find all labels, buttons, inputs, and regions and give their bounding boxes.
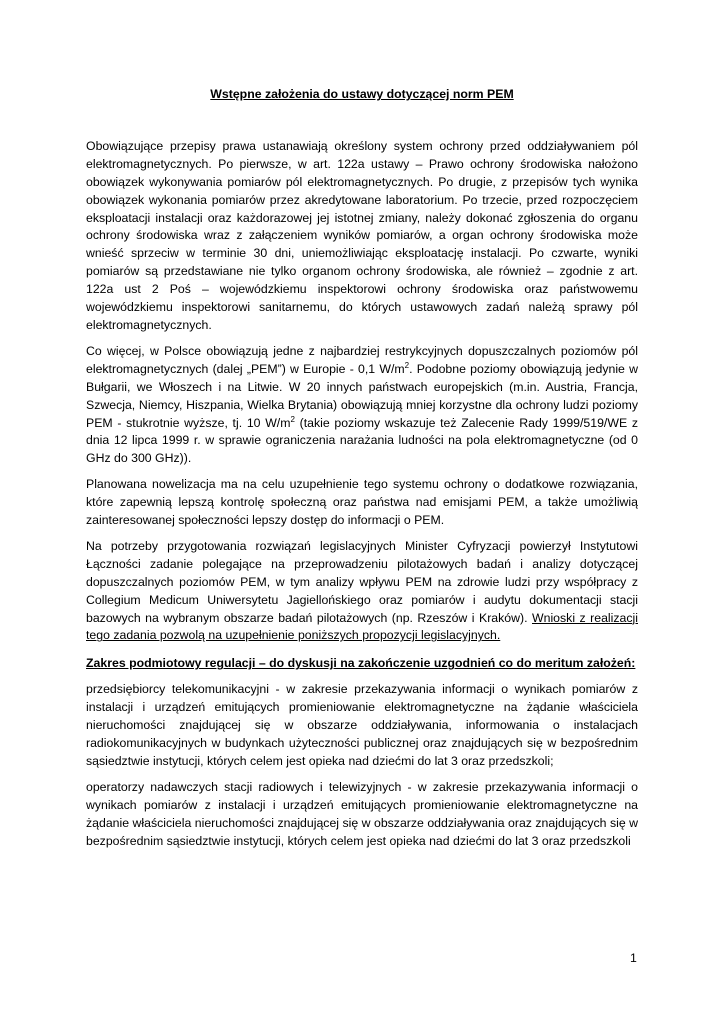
paragraph-research <box>86 538 638 645</box>
paragraph-broadcast-operators: operatorzy nadawczych stacji radiowych i telewizyjnych - w zakresie przekazywania informacji o wynikach pomiarów z instalacji i urządzeń emitujących promieniowanie elektromagnetyczne na żądanie właściciela nieruchomości znajdującej się w obszarze oddziaływania oraz znajdujących się w bezpośrednim sąsiedztwie instytucji, których celem jest opieka nad dziećmi do lat 3 oraz przedszkoli <box>86 779 638 848</box>
document-page <box>86 86 638 858</box>
paragraph-pem-levels <box>86 343 638 468</box>
page-number: 1 <box>630 951 637 965</box>
section-heading-scope: Zakres podmiotowy regulacji – do dyskusji na zakończenie uzgodnień co do meritum założeń: <box>86 656 636 671</box>
superscript-1: 2 <box>404 360 410 370</box>
document-title: Wstępne założenia do ustawy dotyczącej norm PEM <box>210 87 514 101</box>
paragraph-amendment: Planowana nowelizacja ma na celu uzupełnienie tego systemu ochrony o dodatkowe rozwiązania, które zapewnią lepszą kontrolę społeczną oraz państwa nad emisjami PEM, a także umożliwią zainteresowanej społeczności lepszy dostęp do informacji o PEM. <box>86 477 638 528</box>
pem-levels-text-1: Co więcej, w Polsce obowiązują jedne z najbardziej restrykcyjnych dopuszczalnych poziomów pól elektromagnetycznych (dalej „PEM”) w Europie - 0,1 W/m <box>86 343 638 376</box>
research-conclusion-underlined: Wnioski z realizacji tego zadania pozwolą na uzupełnienie poniższych propozycji legislacyjnych. <box>86 610 638 643</box>
superscript-2: 2 <box>290 414 295 424</box>
paragraph-telecom-operators: przedsiębiorcy telekomunikacyjni - w zakresie przekazywania informacji o wynikach pomiarów z instalacji i urządzeń emitujących promieniowanie elektromagnetyczne na żądanie właściciela nieruchomości znajdującej się w obszarze oddziaływania, informowania o instalacjach radiokomunikacyjnych w budynkach użyteczności publicznej oraz znajdujących się w bezpośrednim sąsiedztwie instytucji, których celem jest opieka nad dziećmi do lat 3 oraz przedszkoli; <box>86 682 638 768</box>
research-text: Na potrzeby przygotowania rozwiązań legislacyjnych Minister Cyfryzacji powierzył Instytutowi Łączności zadanie polegające na przeprowadzeniu pilotażowych badań i analizy dotyczącej dopuszczalnych poziomów PEM, w tym analizy wpływu PEM na zdrowie ludzi przy współpracy z Collegium Medicum Uniwersytetu Jagiellońskiego oraz pomiarów i audytu dokumentacji stacji bazowych na wybranym obszarze badań pilotażowych (np. Rzeszów i Kraków). <box>86 538 638 625</box>
paragraph-legal-system: Obowiązujące przepisy prawa ustanawiają określony system ochrony przed oddziaływaniem pól elektromagnetycznych. Po pierwsze, w art. 122a ustawy – Prawo ochrony środowiska nałożono obowiązek wykonywania pomiarów pól elektromagnetycznych. Po drugie, z przepisów tych wynika obowiązek wykonania pomiarów przez akredytowane laboratorium. Po trzecie, przed rozpoczęciem eksploatacji instalacji oraz każdorazowej jej istotnej zmiany, należy dokonać zgłoszenia do organu ochrony środowiska wraz z załączeniem wyników pomiarów, a organ ochrony środowiska może wnieść sprzeciw w terminie 30 dni, uniemożliwiając eksploatację instalacji. Po czwarte, wyniki pomiarów są przedstawiane nie tylko organom ochrony środowiska, ale również – zgodnie z art. 122a ust 2 Poś – wojewódzkiemu inspektorowi ochrony środowiska oraz państwowemu wojewódzkiemu inspektorowi sanitarnemu, do których ustawowych zadań należą sprawy pól elektromagnetycznych. <box>86 138 638 332</box>
pem-levels-text-3: (takie poziomy wskazuje też Zalecenie Rady 1999/519/WE z dnia 12 lipca 1999 r. w sprawie ograniczenia narażania ludności na pola elektromagnetyczne (od 0 GHz do 300 GHz)). <box>86 415 639 466</box>
pem-levels-text-2: . Podobne poziomy obowiązują jedynie w Bułgarii, we Włoszech i na Litwie. W 20 innych państwach europejskich (m.in. Austria, Francja, Szwecja, Niemcy, Hiszpania, Wielka Brytania) obowiązują mniej korzystne dla ochrony ludzi poziomy PEM - stukrotnie wyższe, tj. 10 W/m <box>86 361 638 430</box>
